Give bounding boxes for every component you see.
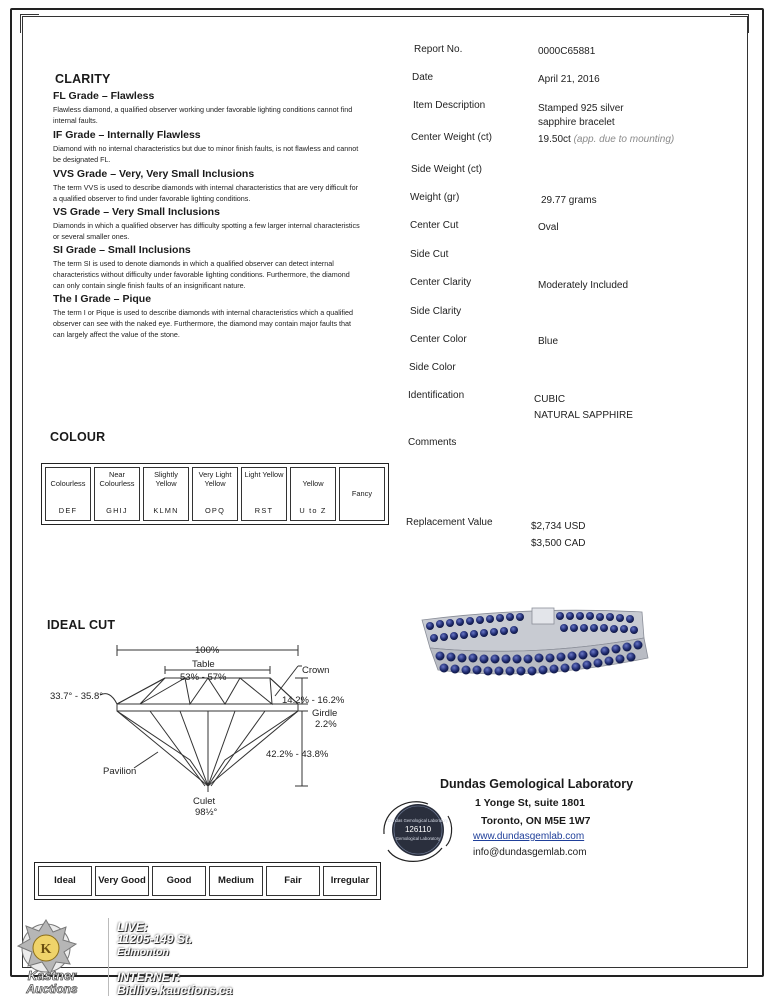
crown-angle-label: 33.7° - 35.8° bbox=[50, 691, 104, 702]
colour-value: OPQ bbox=[204, 506, 226, 515]
width-label: 100% bbox=[195, 645, 220, 656]
colour-cell bbox=[290, 467, 336, 521]
grade-description: The term VVS is used to describe diamonds with internal characteristics that are very difficult for a qualified observer to find under favorable lighting conditions. bbox=[53, 183, 359, 203]
grade-description: The term SI is used to denote diamonds in which a qualified observer can detect internal characteristics without difficulty under favorable lighting conditions. Furthermore, the diamond can only contain single finish faults of an insignificant nature. bbox=[53, 259, 350, 290]
colour-cell bbox=[192, 467, 238, 521]
center-clarity-value: Moderately Included bbox=[538, 280, 629, 291]
clarity-grade-vs bbox=[53, 206, 363, 242]
grade-description: Flawless diamond, a qualified observer working under favorable lighting conditions cannot find internal faults. bbox=[53, 105, 353, 125]
cut-grade-cell: Very Good bbox=[95, 866, 149, 896]
culet-value-label: 98½° bbox=[195, 807, 218, 818]
replacement-value bbox=[531, 518, 585, 552]
colour-label: Fancy bbox=[351, 489, 373, 498]
diamond-diagram bbox=[40, 640, 380, 825]
center-weight-label: Center Weight (ct) bbox=[411, 132, 492, 143]
center-clarity-label: Center Clarity bbox=[410, 277, 472, 288]
cut-grade-cell: Fair bbox=[266, 866, 320, 896]
seal-number: 126110 bbox=[404, 825, 432, 834]
frame-corner bbox=[730, 14, 749, 33]
replacement-value-label: Replacement Value bbox=[406, 517, 493, 528]
colour-value: DEF bbox=[58, 506, 78, 515]
clarity-grade-list bbox=[53, 90, 363, 340]
grade-description: Diamonds in which a qualified observer has difficulty spotting a few larger internal characteristics or several smaller ones. bbox=[53, 221, 360, 241]
grade-description: The term I or Pique is used to describe diamonds with internal characteristics which a qualified observer can see with the naked eye. Furthermore, the diamond may contain major faults that can largely affect the value of the stone. bbox=[53, 308, 354, 339]
identification-line-1: CUBIC bbox=[534, 394, 566, 405]
colour-cell bbox=[339, 467, 385, 521]
grade-title: The I Grade – Pique bbox=[53, 293, 152, 305]
colour-value: KLMN bbox=[153, 506, 179, 515]
bracelet-clasp bbox=[532, 608, 554, 624]
pavilion-depth-label: 42.2% - 43.8% bbox=[266, 749, 329, 760]
colour-cell bbox=[94, 467, 140, 521]
comments-label: Comments bbox=[408, 437, 457, 448]
pavilion-label: Pavilion bbox=[103, 766, 137, 777]
identification-label: Identification bbox=[408, 390, 465, 401]
footer-internet-label: INTERNET: bbox=[117, 970, 181, 984]
cut-grade-cell: Ideal bbox=[38, 866, 92, 896]
cut-grade-cell: Good bbox=[152, 866, 206, 896]
crown-label: Crown bbox=[302, 665, 330, 676]
identification-value bbox=[534, 392, 633, 424]
cut-grade-cell: Irregular bbox=[323, 866, 377, 896]
center-weight-amount: 19.50ct bbox=[538, 134, 571, 145]
colour-cell bbox=[241, 467, 287, 521]
lab-name: Dundas Gemological Laboratory bbox=[440, 777, 634, 791]
date-value: April 21, 2016 bbox=[538, 74, 600, 85]
footer-divider bbox=[108, 918, 109, 996]
grade-title: IF Grade – Internally Flawless bbox=[53, 129, 201, 141]
colour-label: Very Light Yellow bbox=[198, 470, 232, 488]
grade-title: VVS Grade – Very, Very Small Inclusions bbox=[53, 168, 255, 180]
girdle-label: Girdle bbox=[312, 708, 338, 719]
footer-live-city: Edmonton bbox=[117, 946, 169, 958]
colour-label: Yellow bbox=[302, 479, 324, 488]
report-no-label: Report No. bbox=[414, 44, 463, 55]
grade-title: FL Grade – Flawless bbox=[53, 90, 155, 102]
grade-title: SI Grade – Small Inclusions bbox=[53, 244, 191, 256]
lab-email: info@dundasgemlab.com bbox=[473, 847, 587, 858]
table-label: Table bbox=[192, 659, 215, 670]
logo-word-bottom: Auctions bbox=[26, 982, 78, 996]
side-weight-label: Side Weight (ct) bbox=[411, 164, 482, 175]
side-color-label: Side Color bbox=[409, 362, 456, 373]
clarity-grade-si bbox=[53, 244, 363, 291]
seal-bottom-text: Gemological Laboratory bbox=[395, 836, 441, 841]
item-description-value: Stamped 925 silver sapphire bracelet bbox=[538, 103, 624, 128]
colour-value: GHIJ bbox=[106, 506, 128, 515]
clarity-grade-vvs bbox=[53, 168, 363, 204]
logo-letter: K bbox=[40, 942, 52, 957]
table-range-label: 53% - 57% bbox=[180, 672, 227, 683]
crown-height-label: 14.2% - 16.2% bbox=[282, 695, 345, 706]
date-label: Date bbox=[412, 72, 434, 83]
replacement-usd: $2,734 USD bbox=[531, 521, 586, 532]
seal-top-text: Dundas Gemological Laboratory bbox=[387, 818, 449, 823]
colour-value: U to Z bbox=[299, 506, 327, 515]
center-cut-label: Center Cut bbox=[410, 220, 459, 231]
center-color-label: Center Color bbox=[410, 334, 467, 345]
lab-address-2: Toronto, ON M5E 1W7 bbox=[481, 815, 591, 827]
diamond-outline bbox=[117, 678, 298, 786]
clarity-grade-i bbox=[53, 293, 363, 340]
culet-label: Culet bbox=[193, 796, 216, 807]
footer-live-label: LIVE: bbox=[117, 920, 148, 934]
weight-value: 29.77 grams bbox=[541, 195, 597, 206]
side-clarity-label: Side Clarity bbox=[410, 306, 462, 317]
clarity-title: CLARITY bbox=[55, 72, 111, 86]
kastner-logo bbox=[6, 918, 106, 996]
frame-corner bbox=[20, 14, 39, 33]
colour-title: COLOUR bbox=[50, 430, 106, 444]
clarity-grade-fl bbox=[53, 90, 363, 126]
item-description-label: Item Description bbox=[413, 100, 486, 111]
colour-scale-table bbox=[41, 463, 389, 525]
cut-grade-cell: Medium bbox=[209, 866, 263, 896]
grade-title: VS Grade – Very Small Inclusions bbox=[53, 206, 220, 218]
lab-seal bbox=[378, 790, 458, 870]
ideal-cut-title: IDEAL CUT bbox=[47, 618, 116, 632]
colour-label: Slightly Yellow bbox=[154, 470, 178, 488]
lab-address-1: 1 Yonge St, suite 1801 bbox=[475, 797, 585, 809]
grade-description: Diamond with no internal characteristics but due to minor finish faults, is not flawless and cannot be designated FL. bbox=[53, 144, 359, 164]
replacement-cad: $3,500 CAD bbox=[531, 538, 586, 549]
center-weight-note: (app. due to mounting) bbox=[573, 134, 675, 145]
center-color-value: Blue bbox=[538, 336, 559, 347]
weight-label: Weight (gr) bbox=[410, 192, 460, 203]
colour-cell bbox=[45, 467, 91, 521]
colour-label: Near Colourless bbox=[99, 470, 135, 488]
footer-internet-url[interactable]: Bidlive.kauctions.ca bbox=[117, 983, 233, 997]
side-cut-label: Side Cut bbox=[410, 249, 449, 260]
center-weight-value bbox=[538, 134, 674, 145]
footer-live-address: 11205-149 St. bbox=[117, 932, 193, 946]
colour-label: Colourless bbox=[50, 479, 86, 488]
logo-word-top: Kastner bbox=[27, 968, 77, 983]
clarity-grade-if bbox=[53, 129, 363, 165]
report-no-value: 0000C65881 bbox=[538, 46, 596, 57]
bracelet-photo bbox=[412, 598, 657, 683]
identification-line-2: NATURAL SAPPHIRE bbox=[534, 410, 633, 421]
lab-website-link[interactable]: www.dundasgemlab.com bbox=[473, 831, 585, 842]
center-cut-value: Oval bbox=[538, 222, 559, 233]
colour-cell bbox=[143, 467, 189, 521]
cut-grade-table bbox=[34, 862, 381, 900]
colour-value: RST bbox=[254, 506, 274, 515]
girdle-value-label: 2.2% bbox=[315, 719, 337, 730]
colour-label: Light Yellow bbox=[244, 470, 284, 479]
